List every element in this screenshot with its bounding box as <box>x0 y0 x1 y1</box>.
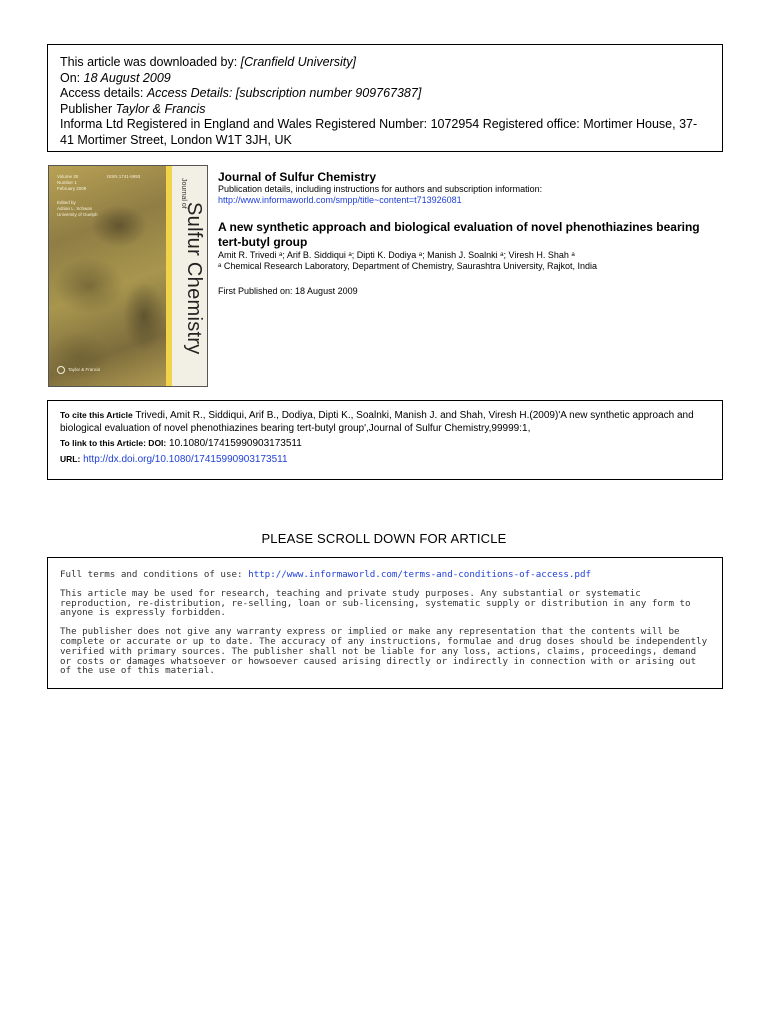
cover-issn: ISSN 1741-5993 <box>107 174 141 179</box>
access-details-line <box>60 86 710 102</box>
terms-usage-paragraph: This article may be used for research, teaching and private study purposes. Any substantial or systematic reproduction, re-distribution, re-selling, loan or sub-licensing, systematic supply or distribution in any form to anyone is expressly forbidden. <box>60 587 691 619</box>
download-date-line <box>60 71 710 87</box>
journal-url-link[interactable]: http://www.informaworld.com/smpp/title~content=t713926081 <box>218 195 462 205</box>
cover-university: University of Guelph <box>57 212 98 217</box>
link-to-article <box>60 437 710 451</box>
publisher-registration-text: Informa Ltd Registered in England and Wales Registered Number: 1072954 Registered office: Mortimer House, 37-41 Mortimer Street, London W1T 3JH, UK <box>60 117 698 147</box>
publication-details: Publication details, including instructions for authors and subscription information: <box>218 184 543 194</box>
terms-disclaimer-paragraph: The publisher does not give any warranty express or implied or make any representation that the contents will be complete or accurate or up to date. The accuracy of any instructions, formulae and drug doses should be independently verified with primary sources. The publisher shall not be liable for any loss, actions, claims, proceedings, demand or costs or damages whatsoever or howsoever caused arising directly or indirectly in connection with or arising out of the use of this material. <box>60 626 708 677</box>
publisher-line <box>60 102 710 118</box>
article-url-line <box>60 453 710 467</box>
access-details-value: Access Details: [subscription number 909767387] <box>146 86 422 101</box>
download-date-value: 18 August 2009 <box>83 70 171 85</box>
terms-label: Full terms and conditions of use: <box>60 569 249 580</box>
download-date-label: On: <box>60 70 84 85</box>
article-title: A new synthetic approach and biological evaluation of novel phenothiazines bearing tert-butyl group <box>218 220 700 249</box>
cover-title-text: Sulfur Chemistry <box>183 202 205 355</box>
download-info-box <box>47 44 723 152</box>
doi-value: 10.1080/17415990903173511 <box>169 438 302 449</box>
cover-number: Number 1 <box>57 180 77 185</box>
publisher-value: Taylor & Francis <box>115 101 206 116</box>
cover-publisher-logo-text: Taylor & Francis <box>68 367 101 372</box>
doi-url-link[interactable]: http://dx.doi.org/10.1080/17415990903173511 <box>83 453 288 465</box>
journal-cover-image[interactable] <box>48 165 208 387</box>
downloaded-by-value: [Cranfield University] <box>240 55 356 69</box>
cover-editor: Adrian L. Schwan <box>57 206 93 211</box>
terms-url-link[interactable]: http://www.informaworld.com/terms-and-conditions-of-access.pdf <box>248 569 592 580</box>
scroll-down-notice: PLEASE SCROLL DOWN FOR ARTICLE <box>261 531 507 546</box>
access-details-label: Access details: <box>60 86 147 101</box>
cover-date: February 2009 <box>57 186 87 191</box>
publisher-label: Publisher <box>60 101 116 116</box>
cover-yellow-stripe <box>166 166 172 386</box>
link-label: To link to this Article: DOI: <box>60 438 167 448</box>
cover-volume: Volume 30 <box>57 174 79 179</box>
citation-text: Trivedi, Amit R., Siddiqui, Arif B., Dodiya, Dipti K., Soalnki, Manish J. and Shah, Viresh H.(2009)'A new synthetic approach and biological evaluation of novel phenothiazines bearing tert-butyl group',Journal of Sulfur Chemistry,99999:1, <box>60 410 694 434</box>
publisher-logo-icon <box>57 366 65 374</box>
author-affiliation: ᵃ Chemical Research Laboratory, Department of Chemistry, Saurashtra University, Rajkot, India <box>218 261 597 271</box>
url-label: URL: <box>60 453 81 464</box>
article-authors: Amit R. Trivedi ᵃ; Arif B. Siddiqui ᵃ; Dipti K. Dodiya ᵃ; Manish J. Soalnki ᵃ; Viresh H. Shah ᵃ <box>218 250 575 260</box>
citation-box <box>47 400 723 480</box>
cite-label: To cite this Article <box>60 410 133 420</box>
journal-info <box>218 170 718 297</box>
terms-box <box>47 557 723 689</box>
downloaded-by-line <box>60 55 710 71</box>
cover-edited-by: Edited by <box>57 200 76 205</box>
cover-artwork <box>49 166 166 386</box>
cover-journal-of: Journal of <box>180 178 187 209</box>
cover-title-panel <box>174 172 207 382</box>
downloaded-by-label: This article was downloaded by: <box>60 55 241 69</box>
journal-title: Journal of Sulfur Chemistry <box>218 170 377 184</box>
first-published-date: First Published on: 18 August 2009 <box>218 286 358 296</box>
cite-this-article <box>60 409 710 435</box>
terms-url-paragraph <box>60 570 710 580</box>
